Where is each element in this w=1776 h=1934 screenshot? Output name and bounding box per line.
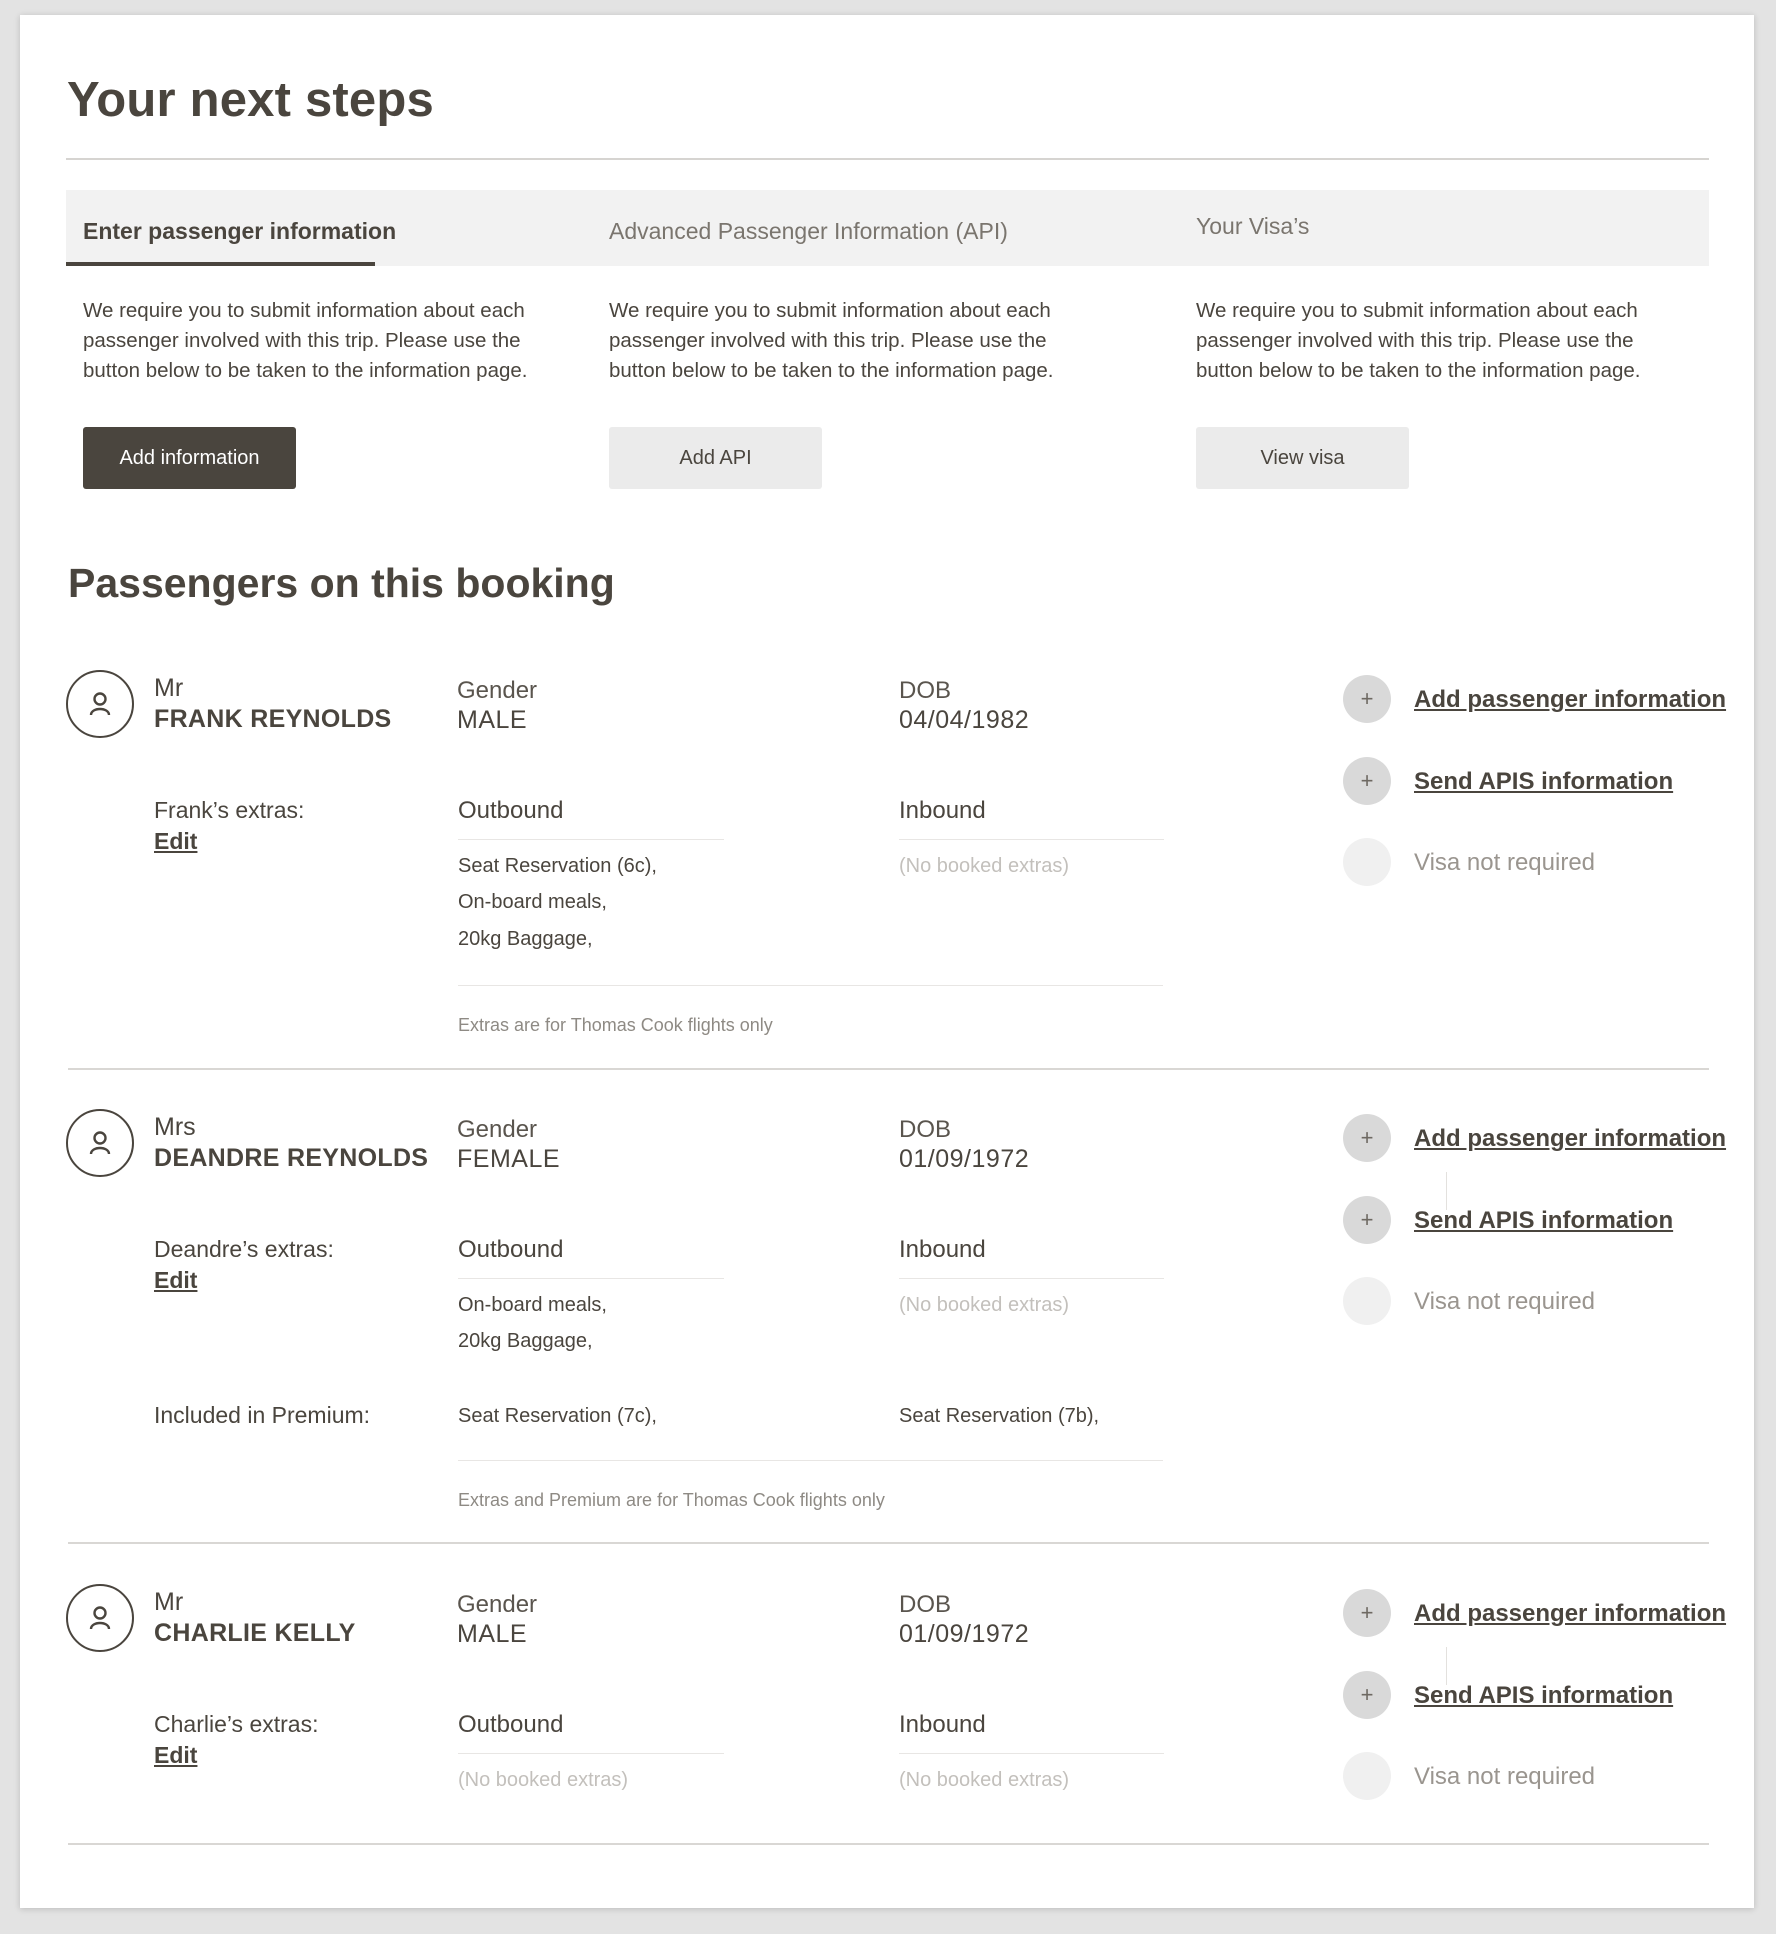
- inbound-divider: [899, 1278, 1164, 1279]
- outbound-extra-item: On-board meals,: [458, 1294, 607, 1316]
- add-passenger-info-link[interactable]: Add passenger information: [1414, 1125, 1727, 1152]
- passenger-title: Mrs: [154, 1113, 196, 1141]
- dob-value: 01/09/1972: [899, 1620, 1030, 1648]
- send-apis-link[interactable]: Send APIS information: [1414, 768, 1674, 795]
- passengers-section-title: Passengers on this booking: [68, 560, 615, 606]
- outbound-divider: [458, 1278, 724, 1279]
- visa-status-icon: [1343, 838, 1391, 886]
- tab-api[interactable]: Advanced Passenger Information (API): [609, 218, 1008, 244]
- inbound-heading: Inbound: [899, 1236, 986, 1263]
- inbound-no-extras: (No booked extras): [899, 1769, 1070, 1791]
- premium-outbound-item: Seat Reservation (7c),: [458, 1405, 657, 1427]
- add-passenger-info-plus-icon[interactable]: +: [1343, 1114, 1391, 1162]
- visa-description: We require you to submit information about each passenger involved with this trip. Please use the button below to be taken to the information page.: [1196, 299, 1641, 382]
- tab-passenger-information[interactable]: Enter passenger information: [83, 218, 397, 244]
- visa-not-required-text: Visa not required: [1414, 849, 1596, 876]
- send-apis-link[interactable]: Send APIS information: [1414, 1207, 1674, 1234]
- passenger-name: FRANK REYNOLDS: [154, 705, 392, 733]
- outbound-divider: [458, 839, 724, 840]
- passenger-information-description: We require you to submit information about each passenger involved with this trip. Please use the button below to be taken to the information page.: [83, 299, 528, 382]
- add-passenger-info-link[interactable]: Add passenger information: [1414, 1600, 1727, 1627]
- gender-label: Gender: [457, 677, 538, 704]
- gender-value: FEMALE: [457, 1145, 561, 1173]
- inbound-heading: Inbound: [899, 797, 986, 824]
- passenger-avatar-icon: [66, 1584, 134, 1652]
- gender-label: Gender: [457, 1116, 538, 1143]
- extras-label: Deandre’s extras:: [154, 1236, 334, 1262]
- dob-value: 01/09/1972: [899, 1145, 1030, 1173]
- extras-divider: [458, 1460, 1163, 1461]
- edit-extras-link[interactable]: Edit: [154, 1267, 198, 1293]
- outbound-divider: [458, 1753, 724, 1754]
- visa-status-icon: [1343, 1277, 1391, 1325]
- passenger-avatar-icon: [66, 1109, 134, 1177]
- outbound-extra-item: 20kg Baggage,: [458, 928, 593, 950]
- passenger-separator: [68, 1068, 1709, 1070]
- visa-status-icon: [1343, 1752, 1391, 1800]
- outbound-no-extras: (No booked extras): [458, 1769, 629, 1791]
- outbound-heading: Outbound: [458, 1711, 564, 1738]
- api-description: We require you to submit information about each passenger involved with this trip. Please use the button below to be taken to the information page.: [609, 299, 1054, 382]
- inbound-no-extras: (No booked extras): [899, 855, 1070, 877]
- passenger-avatar-icon: [66, 670, 134, 738]
- add-api-button[interactable]: Add API: [609, 427, 822, 489]
- dob-label: DOB: [899, 1591, 952, 1618]
- outbound-extra-item: On-board meals,: [458, 891, 607, 913]
- premium-inbound-item: Seat Reservation (7b),: [899, 1405, 1100, 1427]
- add-passenger-info-plus-icon[interactable]: +: [1343, 675, 1391, 723]
- edit-extras-link[interactable]: Edit: [154, 828, 198, 854]
- visa-not-required-text: Visa not required: [1414, 1288, 1596, 1315]
- page-title: Your next steps: [67, 73, 434, 127]
- passenger-separator: [68, 1843, 1709, 1845]
- add-information-button[interactable]: Add information: [83, 427, 296, 489]
- outbound-extra-item: 20kg Baggage,: [458, 1330, 593, 1352]
- extras-label: Charlie’s extras:: [154, 1711, 319, 1737]
- gender-value: MALE: [457, 1620, 528, 1648]
- send-apis-link[interactable]: Send APIS information: [1414, 1682, 1674, 1709]
- inbound-divider: [899, 839, 1164, 840]
- active-tab-indicator: [66, 262, 375, 266]
- inbound-divider: [899, 1753, 1164, 1754]
- action-connector-line: [1446, 1647, 1447, 1685]
- edit-extras-link[interactable]: Edit: [154, 1742, 198, 1768]
- extras-divider: [458, 985, 1163, 986]
- inbound-heading: Inbound: [899, 1711, 986, 1738]
- extras-note: Extras are for Thomas Cook flights only: [458, 1015, 773, 1035]
- view-visa-button[interactable]: View visa: [1196, 427, 1409, 489]
- visa-not-required-text: Visa not required: [1414, 1763, 1596, 1790]
- extras-label: Frank’s extras:: [154, 797, 305, 823]
- send-apis-plus-icon[interactable]: +: [1343, 1671, 1391, 1719]
- send-apis-plus-icon[interactable]: +: [1343, 1196, 1391, 1244]
- passenger-title: Mr: [154, 1588, 184, 1616]
- outbound-heading: Outbound: [458, 797, 564, 824]
- inbound-no-extras: (No booked extras): [899, 1294, 1070, 1316]
- passenger-title: Mr: [154, 674, 184, 702]
- passenger-name: DEANDRE REYNOLDS: [154, 1144, 429, 1172]
- extras-note: Extras and Premium are for Thomas Cook flights only: [458, 1490, 885, 1510]
- dob-label: DOB: [899, 677, 952, 704]
- action-connector-line: [1446, 1172, 1447, 1210]
- tab-visa[interactable]: Your Visa’s: [1196, 213, 1310, 239]
- dob-label: DOB: [899, 1116, 952, 1143]
- add-passenger-info-link[interactable]: Add passenger information: [1414, 686, 1727, 713]
- outbound-heading: Outbound: [458, 1236, 564, 1263]
- gender-label: Gender: [457, 1591, 538, 1618]
- outbound-extra-item: Seat Reservation (6c),: [458, 855, 657, 877]
- passenger-name: CHARLIE KELLY: [154, 1619, 356, 1647]
- passenger-separator: [68, 1542, 1709, 1544]
- add-passenger-info-plus-icon[interactable]: +: [1343, 1589, 1391, 1637]
- included-premium-label: Included in Premium:: [154, 1402, 371, 1428]
- dob-value: 04/04/1982: [899, 706, 1030, 734]
- header-divider: [66, 158, 1709, 160]
- send-apis-plus-icon[interactable]: +: [1343, 757, 1391, 805]
- gender-value: MALE: [457, 706, 528, 734]
